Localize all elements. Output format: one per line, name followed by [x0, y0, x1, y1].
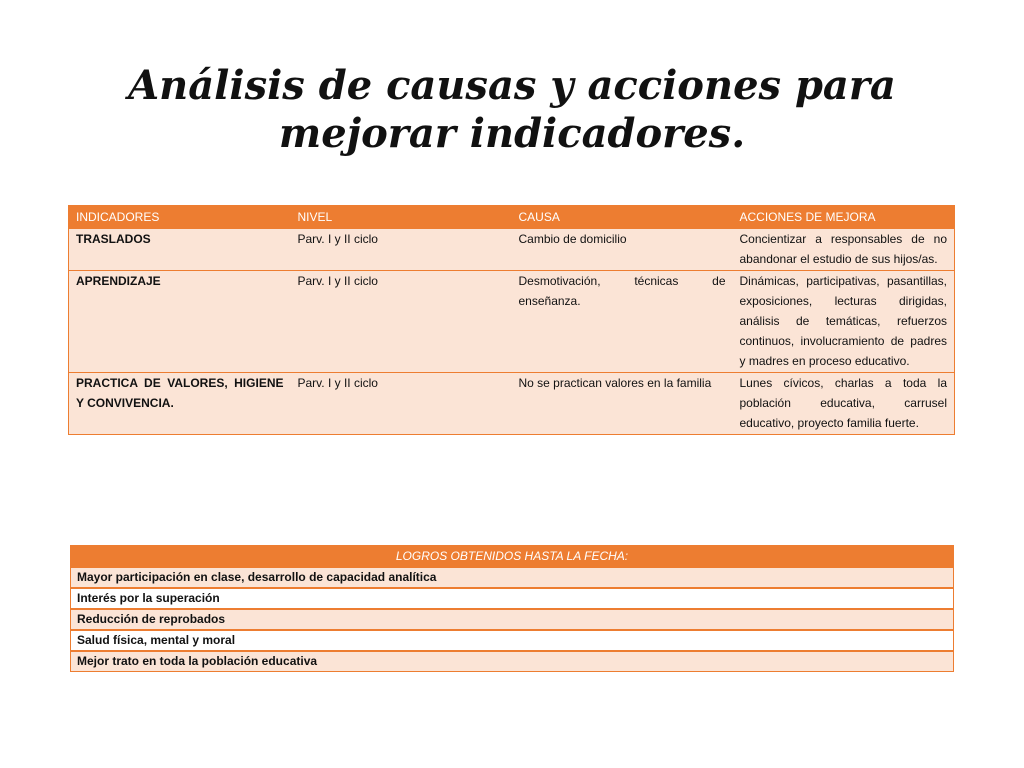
cell-acciones: Lunes cívicos, charlas a toda la población educativa, carrusel educativo, proyecto familia fuerte.: [733, 373, 955, 435]
achievement-item: Interés por la superación: [71, 588, 954, 609]
cell-indicador: APRENDIZAJE: [69, 271, 291, 373]
cell-acciones: Dinámicas, participativas, pasantillas, exposiciones, lecturas dirigidas, análisis de temáticas, refuerzos continuos, involucramiento de padres y madres en proceso educativo.: [733, 271, 955, 373]
list-item: [71, 567, 954, 588]
list-item: [71, 609, 954, 630]
cell-nivel: Parv. I y II ciclo: [291, 373, 512, 435]
achievement-item: Salud física, mental y moral: [71, 630, 954, 651]
cell-causa: Desmotivación, técnicas de enseñanza.: [512, 271, 733, 373]
cell-causa: Cambio de domicilio: [512, 229, 733, 271]
achievements-table: [70, 545, 954, 672]
list-item: [71, 630, 954, 651]
table-header-row: [69, 206, 955, 229]
causes-actions-table: [68, 205, 955, 435]
header-indicadores: INDICADORES: [69, 206, 291, 229]
header-nivel: NIVEL: [291, 206, 512, 229]
table-row: [69, 229, 955, 271]
title-line-1: Análisis de causas y acciones para: [128, 62, 896, 109]
title-line-2: mejorar indicadores.: [278, 110, 746, 157]
cell-indicador: PRACTICA DE VALORES, HIGIENE Y CONVIVENCIA.: [69, 373, 291, 435]
achievement-item: Reducción de reprobados: [71, 609, 954, 630]
achievement-item: Mayor participación en clase, desarrollo de capacidad analítica: [71, 567, 954, 588]
slide-title: [62, 62, 962, 158]
achievements-header: LOGROS OBTENIDOS HASTA LA FECHA:: [71, 546, 954, 568]
header-acciones: ACCIONES DE MEJORA: [733, 206, 955, 229]
table-row: [69, 373, 955, 435]
achievement-item: Mejor trato en toda la población educativa: [71, 651, 954, 672]
cell-acciones: Concientizar a responsables de no abandonar el estudio de sus hijos/as.: [733, 229, 955, 271]
cell-indicador: TRASLADOS: [69, 229, 291, 271]
achievements-header-row: [71, 546, 954, 568]
cell-nivel: Parv. I y II ciclo: [291, 271, 512, 373]
header-causa: CAUSA: [512, 206, 733, 229]
table-row: [69, 271, 955, 373]
list-item: [71, 588, 954, 609]
list-item: [71, 651, 954, 672]
cell-nivel: Parv. I y II ciclo: [291, 229, 512, 271]
cell-causa: No se practican valores en la familia: [512, 373, 733, 435]
